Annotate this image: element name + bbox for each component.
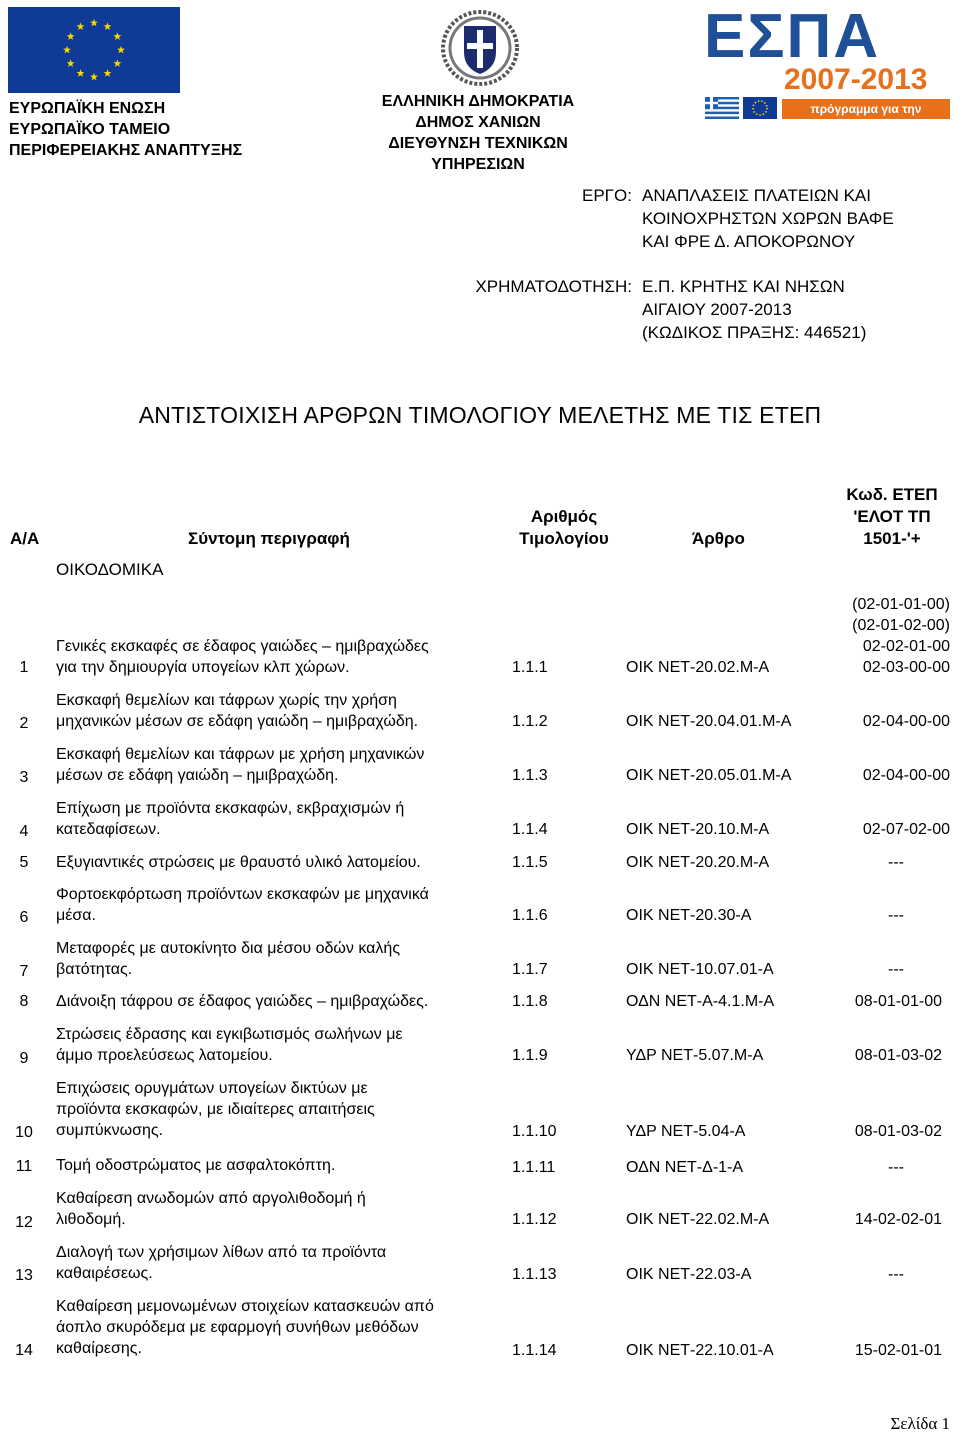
eu-line: ΠΕΡΙΦΕΡΕΙΑΚΗΣ ΑΝΑΠΤΥΞΗΣ [9, 142, 243, 159]
row-number: 9 [19, 1050, 29, 1067]
header-etep-line: Κωδ. ΕΤΕΠ [846, 485, 938, 504]
row-description [56, 798, 404, 840]
row-number: 11 [15, 1158, 33, 1175]
row-description [56, 690, 418, 732]
etep-line: 02-03-00-00 [862, 659, 950, 676]
row-article: ΟΙΚ ΝΕΤ-22.02.Μ-Α [626, 1211, 770, 1228]
row-price-number: 1.1.8 [512, 993, 548, 1010]
eu-small-flag-icon [743, 97, 777, 119]
row-price-number: 1.1.5 [512, 854, 548, 871]
desc-line: Καθαίρεση ανωδομών από αργολιθοδομή ή [56, 1190, 366, 1207]
row-description: Τομή οδοστρώματος με ασφαλτοκόπτη. [56, 1157, 336, 1174]
row-article: ΥΔΡ ΝΕΤ-5.07.Μ-Α [626, 1047, 764, 1064]
desc-line: Γενικές εκσκαφές σε έδαφος γαιώδες – ημιβραχώδες [56, 638, 429, 655]
row-number: 4 [19, 823, 29, 840]
row-etep-code: 15-02-01-01 [854, 1342, 942, 1359]
row-price-number: 1.1.2 [512, 713, 548, 730]
header-price-line: Αριθμός [530, 507, 598, 526]
desc-line: Φορτοεκφόρτωση προϊόντων εκσκαφών με μηχανικά [56, 886, 429, 903]
row-article: ΟΙΚ ΝΕΤ-22.03-Α [626, 1266, 752, 1283]
row-article: ΟΙΚ ΝΕΤ-20.10.Μ-Α [626, 821, 770, 838]
row-description [56, 1296, 434, 1359]
ergo-line: ΚΑΙ ΦΡΕ Δ. ΑΠΟΚΟΡΩΝΟΥ [642, 232, 856, 251]
greek-flag-icon [705, 97, 739, 119]
row-etep-code [852, 594, 950, 678]
row-number: 7 [19, 963, 29, 980]
row-etep-code: --- [888, 1266, 904, 1283]
row-price-number: 1.1.6 [512, 907, 548, 924]
etep-line: (02-01-02-00) [852, 617, 950, 634]
greek-coat-of-arms-icon [440, 8, 520, 86]
row-article: ΥΔΡ ΝΕΤ-5.04-Α [626, 1123, 746, 1140]
row-price-number: 1.1.11 [512, 1159, 556, 1176]
row-etep-code: 02-07-02-00 [862, 821, 950, 838]
desc-line: μηχανικών μέσων σε εδάφη γαιώδη – ημιβραχώδη. [56, 713, 419, 730]
desc-line: για την δημιουργία υπογείων κλπ χώρων. [56, 659, 350, 676]
ergo-line: ΑΝΑΠΛΑΣΕΙΣ ΠΛΑΤΕΙΩΝ ΚΑΙ [642, 186, 871, 205]
header-aa: Α/Α [10, 529, 40, 548]
row-number: 1 [19, 659, 29, 676]
espa-logo-slogan: πρόγραμμα για την ανάπτυξη [782, 99, 950, 119]
header-article: Άρθρο [692, 529, 745, 548]
row-article: ΟΙΚ ΝΕΤ-22.10.01-Α [626, 1342, 774, 1359]
row-price-number: 1.1.7 [512, 961, 548, 978]
row-description [56, 744, 424, 786]
espa-logo-years: 2007-2013 [784, 63, 928, 96]
document-title: ΑΝΤΙΣΤΟΙΧΙΣΗ ΑΡΘΡΩΝ ΤΙΜΟΛΟΓΙΟΥ ΜΕΛΕΤΗΣ ΜΕ ΤΙΣ ΕΤΕΠ [138, 402, 822, 428]
desc-line: συμπύκνωσης. [56, 1122, 164, 1139]
municipality-text [358, 91, 598, 175]
row-article: ΟΙΚ ΝΕΤ-20.05.01.Μ-Α [626, 767, 792, 784]
eu-flag-logo [8, 7, 180, 93]
page-number: Σελίδα 1 [890, 1414, 950, 1433]
row-price-number: 1.1.13 [512, 1266, 557, 1283]
row-article: ΟΙΚ ΝΕΤ-10.07.01-Α [626, 961, 774, 978]
eu-line: ΕΥΡΩΠΑΪΚΗ ΕΝΩΣΗ [9, 100, 166, 117]
etep-line: (02-01-01-00) [852, 596, 950, 613]
header-price-number [500, 506, 628, 550]
row-description [56, 1024, 403, 1066]
desc-line: καθαίρεσης. [56, 1340, 142, 1357]
row-number: 13 [15, 1267, 33, 1284]
gr-line: ΥΠΗΡΕΣΙΩΝ [431, 156, 525, 173]
row-price-number: 1.1.1 [512, 659, 548, 676]
row-description [56, 884, 429, 926]
desc-line: λιθοδομή. [56, 1211, 126, 1228]
row-etep-code: 02-04-00-00 [862, 713, 950, 730]
desc-line: Εκσκαφή θεμελίων και τάφρων χωρίς την χρήση [56, 692, 397, 709]
section-label: ΟΙΚΟΔΟΜΙΚΑ [56, 560, 164, 579]
row-etep-code: 08-01-01-00 [854, 993, 942, 1010]
row-etep-code: --- [888, 1159, 904, 1176]
row-number: 2 [19, 715, 29, 732]
row-article: ΟΙΚ ΝΕΤ-20.30-Α [626, 907, 752, 924]
header-etep-line: 1501-'+ [863, 529, 921, 548]
row-description: Εξυγιαντικές στρώσεις με θραυστό υλικό λατομείου. [56, 854, 421, 871]
eu-line: ΕΥΡΩΠΑΪΚΟ ΤΑΜΕΙΟ [9, 121, 171, 138]
row-article: ΟΙΚ ΝΕΤ-20.04.01.Μ-Α [626, 713, 792, 730]
desc-line: καθαιρέσεως. [56, 1265, 153, 1282]
desc-line: Μεταφορές με αυτοκίνητο δια μέσου οδών καλής [56, 940, 401, 957]
row-article: ΟΔΝ ΝΕΤ-Δ-1-Α [626, 1159, 744, 1176]
row-etep-code: --- [888, 961, 904, 978]
header-description: Σύντομη περιγραφή [188, 529, 350, 548]
row-description [56, 1242, 386, 1284]
row-etep-code: 14-02-02-01 [854, 1211, 942, 1228]
row-number: 3 [19, 769, 29, 786]
row-price-number: 1.1.12 [512, 1211, 557, 1228]
row-number: 6 [19, 909, 29, 926]
desc-line: άμμο προελεύσεως λατομείου. [56, 1047, 273, 1064]
desc-line: Στρώσεις έδρασης και εγκιβωτισμός σωλήνων με [56, 1026, 403, 1043]
desc-line: προϊόντα εκσκαφών, με ιδιαίτερες απαιτήσεις [56, 1101, 375, 1118]
row-number: 12 [15, 1214, 33, 1231]
etep-line: 02-02-01-00 [862, 638, 950, 655]
row-number: 14 [15, 1342, 33, 1359]
row-number: 10 [15, 1124, 33, 1141]
espa-logo [702, 2, 952, 136]
funding-line: Ε.Π. ΚΡΗΤΗΣ ΚΑΙ ΝΗΣΩΝ [642, 277, 845, 296]
row-number: 8 [19, 993, 29, 1010]
gr-line: ΕΛΛΗΝΙΚΗ ΔΗΜΟΚΡΑΤΙΑ [381, 93, 575, 110]
gr-line: ΔΙΕΥΘΥΝΣΗ ΤΕΧΝΙΚΩΝ [388, 135, 568, 152]
row-price-number: 1.1.4 [512, 821, 548, 838]
ergo-value [642, 184, 894, 253]
desc-line: μέσα. [56, 907, 96, 924]
row-description: Διάνοιξη τάφρου σε έδαφος γαιώδες – ημιβραχώδες. [56, 993, 429, 1010]
desc-line: Επίχωση με προϊόντα εκσκαφών, εκβραχισμών ή [56, 800, 405, 817]
row-etep-code: --- [888, 854, 904, 871]
ergo-label: ΕΡΓΟ: [582, 186, 632, 205]
espa-logo-text: ΕΣΠΑ [704, 2, 881, 71]
row-etep-code: 08-01-03-02 [854, 1123, 942, 1140]
header-etep-line: 'ΕΛΟΤ ΤΠ [853, 507, 931, 526]
row-etep-code: --- [888, 907, 904, 924]
row-price-number: 1.1.3 [512, 767, 548, 784]
row-price-number: 1.1.10 [512, 1123, 557, 1140]
row-number: 5 [19, 854, 29, 871]
header-etep-code [832, 484, 952, 550]
desc-line: Εκσκαφή θεμελίων και τάφρων με χρήση μηχανικών [56, 746, 425, 763]
row-etep-code: 02-04-00-00 [862, 767, 950, 784]
funding-line: ΑΙΓΑΙΟΥ 2007-2013 [642, 300, 792, 319]
desc-line: Διαλογή των χρήσιμων λίθων από τα προϊόντα [56, 1244, 387, 1261]
row-description [56, 938, 400, 980]
eu-fund-text [9, 98, 242, 161]
row-article: ΟΔΝ ΝΕΤ-Α-4.1.Μ-Α [626, 993, 775, 1010]
gr-line: ΔΗΜΟΣ ΧΑΝΙΩΝ [415, 114, 541, 131]
funding-line: (ΚΩΔΙΚΟΣ ΠΡΑΞΗΣ: 446521) [642, 323, 867, 342]
row-description [56, 1078, 375, 1141]
row-article: ΟΙΚ ΝΕΤ-20.02.Μ-Α [626, 659, 770, 676]
desc-line: Επιχώσεις ορυγμάτων υπογείων δικτύων με [56, 1080, 368, 1097]
row-etep-code: 08-01-03-02 [854, 1047, 942, 1064]
ergo-line: ΚΟΙΝΟΧΡΗΣΤΩΝ ΧΩΡΩΝ ΒΑΦΕ [642, 209, 894, 228]
desc-line: μέσων σε εδάφη γαιώδη – ημιβραχώδη. [56, 767, 339, 784]
row-article: ΟΙΚ ΝΕΤ-20.20.Μ-Α [626, 854, 770, 871]
row-price-number: 1.1.14 [512, 1342, 557, 1359]
desc-line: κατεδαφίσεων. [56, 821, 161, 838]
row-description [56, 1188, 366, 1230]
funding-label: ΧΡΗΜΑΤΟΔΟΤΗΣΗ: [475, 277, 632, 296]
desc-line: βατότητας. [56, 961, 133, 978]
funding-value [642, 275, 866, 344]
desc-line: άοπλο σκυρόδεμα με εφαρμογή συνήθων μεθόδων [56, 1319, 419, 1336]
desc-line: Καθαίρεση μεμονωμένων στοιχείων κατασκευών από [56, 1298, 434, 1315]
header-price-line: Τιμολογίου [519, 529, 609, 548]
row-description [56, 636, 429, 678]
row-price-number: 1.1.9 [512, 1047, 548, 1064]
